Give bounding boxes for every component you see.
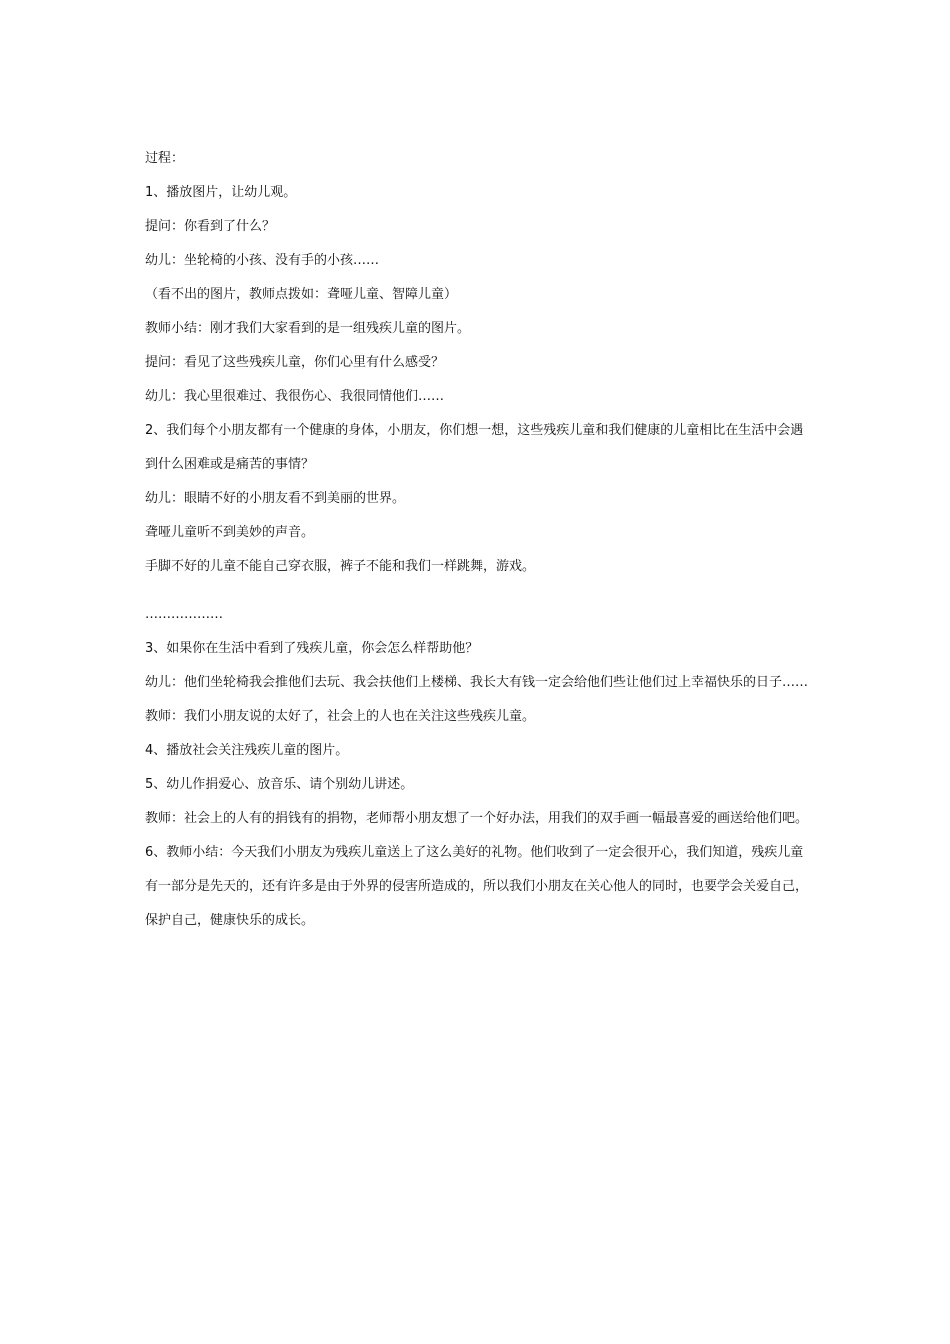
step-3: 3、如果你在生活中看到了残疾儿童，你会怎么样帮助他？ <box>145 641 479 656</box>
teacher-paragraph: 教师：社会上的人有的捐钱有的捐物，老师帮小朋友想了一个好办法，用我们的双手画一幅最喜爱的画送给他们吧。 <box>145 811 809 826</box>
ellipsis-line: ……………… <box>145 607 223 622</box>
step-2: 2、我们每个小朋友都有一个健康的身体，小朋友，你们想一想，这些残疾儿童和我们健康的儿童相比在生活中会遇到什么困难或是痛苦的事情？ <box>145 423 804 472</box>
section-heading: 过程： <box>145 151 185 166</box>
teacher-summary-paragraph: 教师小结：刚才我们大家看到的是一组残疾儿童的图片。 <box>145 321 471 336</box>
step-4: 4、播放社会关注残疾儿童的图片。 <box>145 743 349 758</box>
child-answer-paragraph: 幼儿：眼睛不好的小朋友看不到美丽的世界。 <box>145 491 406 506</box>
question-paragraph: 提问：看见了这些残疾儿童，你们心里有什么感受？ <box>145 355 445 370</box>
child-answer-paragraph: 手脚不好的儿童不能自己穿衣服，裤子不能和我们一样跳舞，游戏。 <box>145 559 536 574</box>
teacher-paragraph: 教师：我们小朋友说的太好了，社会上的人也在关注这些残疾儿童。 <box>145 709 536 724</box>
teacher-hint-paragraph: （看不出的图片，教师点拨如：聋哑儿童、智障儿童） <box>145 287 458 302</box>
document-body <box>145 148 813 944</box>
child-answer-paragraph: 幼儿：我心里很难过、我很伤心、我很同情他们…… <box>145 389 445 404</box>
child-answer-paragraph: 幼儿：坐轮椅的小孩、没有手的小孩…… <box>145 253 380 268</box>
child-answer-paragraph: 幼儿：他们坐轮椅我会推他们去玩、我会扶他们上楼梯、我长大有钱一定会给他们些让他们过上幸福快乐的日子…… <box>145 675 809 690</box>
step-1: 1、播放图片，让幼儿观。 <box>145 185 297 200</box>
question-paragraph: 提问：你看到了什么？ <box>145 219 276 234</box>
child-answer-paragraph: 聋哑儿童听不到美妙的声音。 <box>145 525 315 540</box>
step-6: 6、教师小结：今天我们小朋友为残疾儿童送上了这么美好的礼物。他们收到了一定会很开心，我们知道，残疾儿童有一部分是先天的，还有许多是由于外界的侵害所造成的，所以我们小朋友在关心他人的同时，也要学会关爱自己，保护自己，健康快乐的成长。 <box>145 845 809 928</box>
step-5: 5、幼儿作捐爱心、放音乐、请个别幼儿讲述。 <box>145 777 414 792</box>
